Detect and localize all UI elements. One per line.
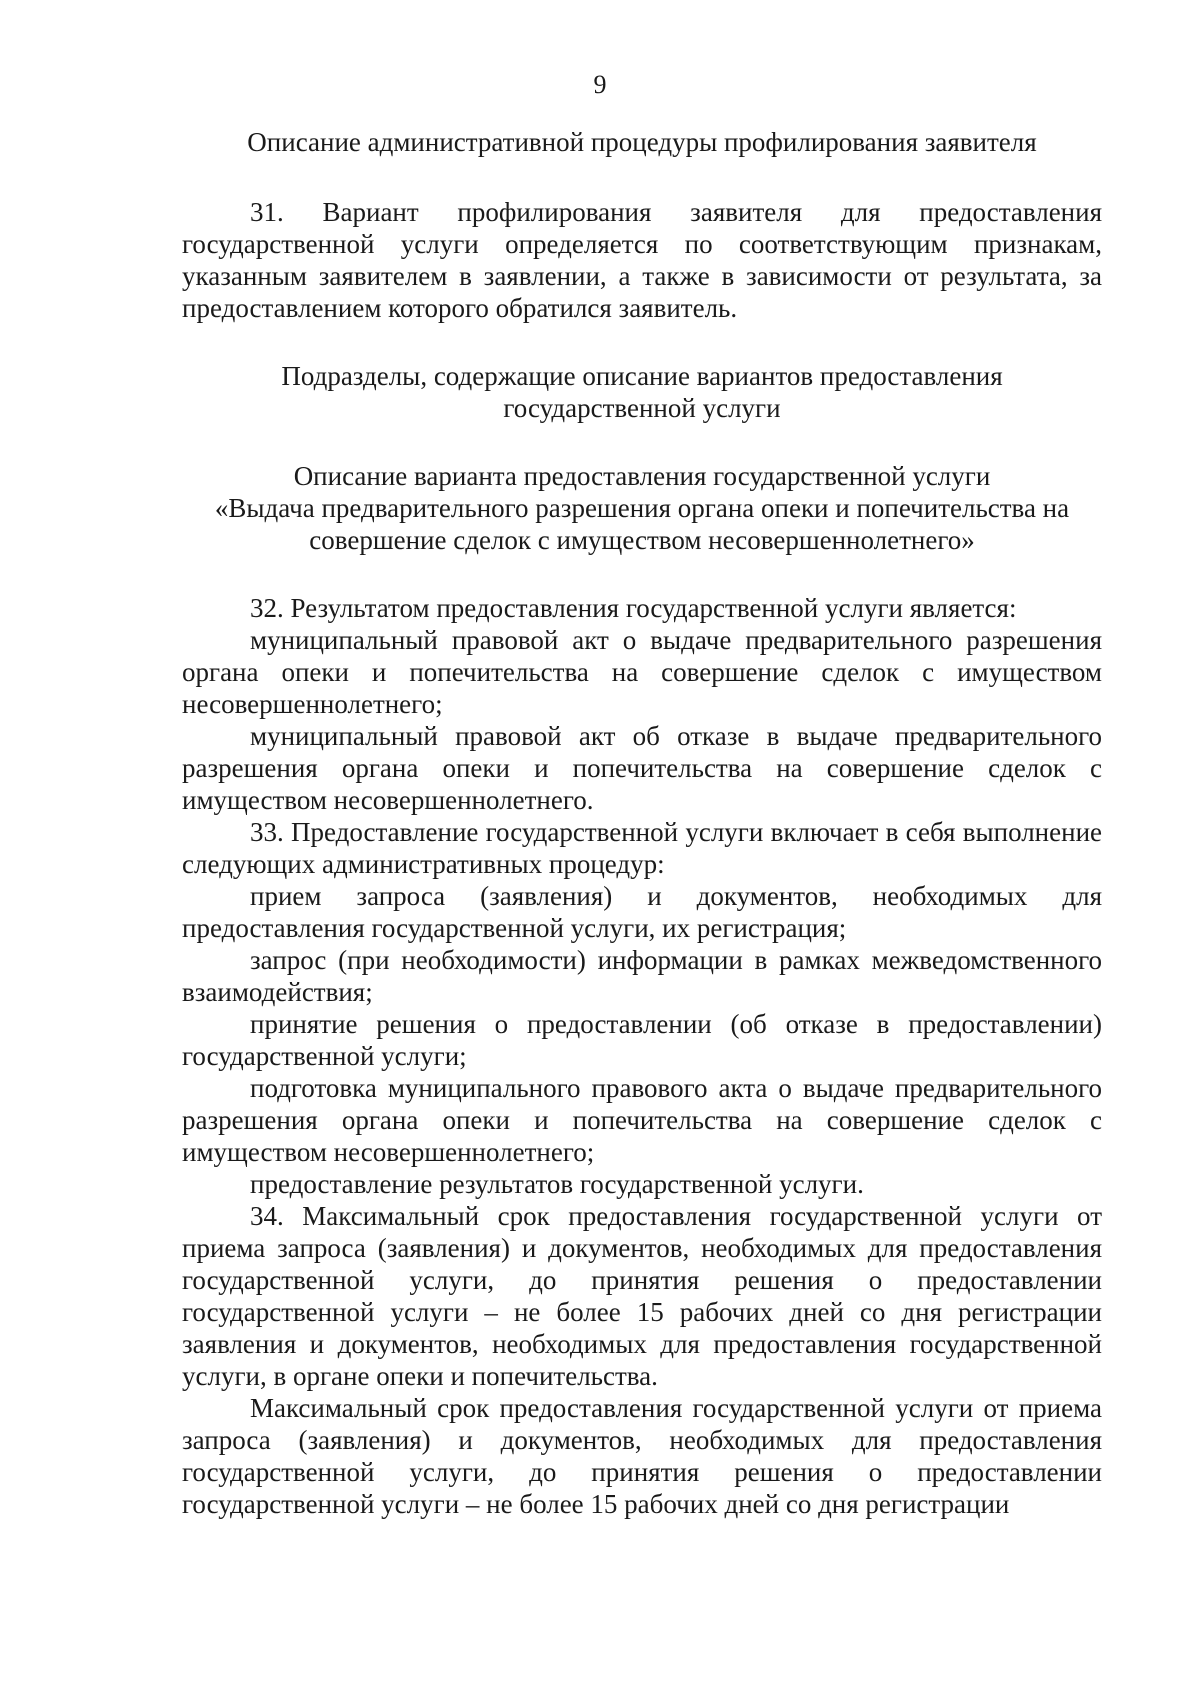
page-number: 9 bbox=[593, 70, 607, 99]
heading-line: Подразделы, содержащие описание вариантов предоставления bbox=[281, 361, 1003, 391]
list-item-procedure-request: запрос (при необходимости) информации в рамках межведомственного взаимодействия; bbox=[182, 945, 1102, 1007]
heading-line: Описание варианта предоставления государственной услуги bbox=[293, 461, 991, 491]
document-body bbox=[182, 126, 1102, 1520]
paragraph-31: 31. Вариант профилирования заявителя для предоставления государственной услуги определяется по соответствующим признакам, указанным заявителем в заявлении, а также в зависимости от результата, за предоставлением которого обратился заявитель. bbox=[182, 197, 1102, 323]
list-item-procedure-act: подготовка муниципального правового акта о выдаче предварительного разрешения органа опеки и попечительства на совершение сделок с имуществом несовершеннолетнего; bbox=[182, 1073, 1102, 1167]
paragraph-34: 34. Максимальный срок предоставления государственной услуги от приема запроса (заявления) и документов, необходимых для предоставления государственной услуги, до принятия решения о предоставлении государственной услуги – не более 15 рабочих дней со дня регистрации заявления и документов, необходимых для предоставления государственной услуги, в органе опеки и попечительства. bbox=[182, 1201, 1102, 1391]
section-heading-variant bbox=[182, 460, 1102, 556]
heading-line: совершение сделок с имуществом несовершеннолетнего» bbox=[309, 525, 975, 555]
paragraph-34-continued: Максимальный срок предоставления государственной услуги от приема запроса (заявления) и документов, необходимых для предоставления государственной услуги, до принятия решения о предоставлении государственной услуги – не более 15 рабочих дней со дня регистрации bbox=[182, 1393, 1102, 1519]
paragraph-33: 33. Предоставление государственной услуги включает в себя выполнение следующих административных процедур: bbox=[182, 817, 1102, 879]
heading-line: «Выдача предварительного разрешения органа опеки и попечительства на bbox=[214, 493, 1070, 523]
list-item-procedure-decision: принятие решения о предоставлении (об отказе в предоставлении) государственной услуги; bbox=[182, 1009, 1102, 1071]
heading-line: государственной услуги bbox=[503, 393, 781, 423]
paragraph-32: 32. Результатом предоставления государственной услуги является: bbox=[250, 593, 1017, 623]
section-heading-subsections bbox=[182, 360, 1102, 424]
section-heading-profiling: Описание административной процедуры профилирования заявителя bbox=[247, 127, 1037, 157]
list-item-result-issue: муниципальный правовой акт о выдаче предварительного разрешения органа опеки и попечительства на совершение сделок с имуществом несовершеннолетнего; bbox=[182, 625, 1102, 719]
list-item-procedure-delivery: предоставление результатов государственной услуги. bbox=[250, 1169, 864, 1199]
list-item-result-refusal: муниципальный правовой акт об отказе в выдаче предварительного разрешения органа опеки и попечительства на совершение сделок с имуществом несовершеннолетнего. bbox=[182, 721, 1102, 815]
list-item-procedure-intake: прием запроса (заявления) и документов, необходимых для предоставления государственной услуги, их регистрация; bbox=[182, 881, 1102, 943]
